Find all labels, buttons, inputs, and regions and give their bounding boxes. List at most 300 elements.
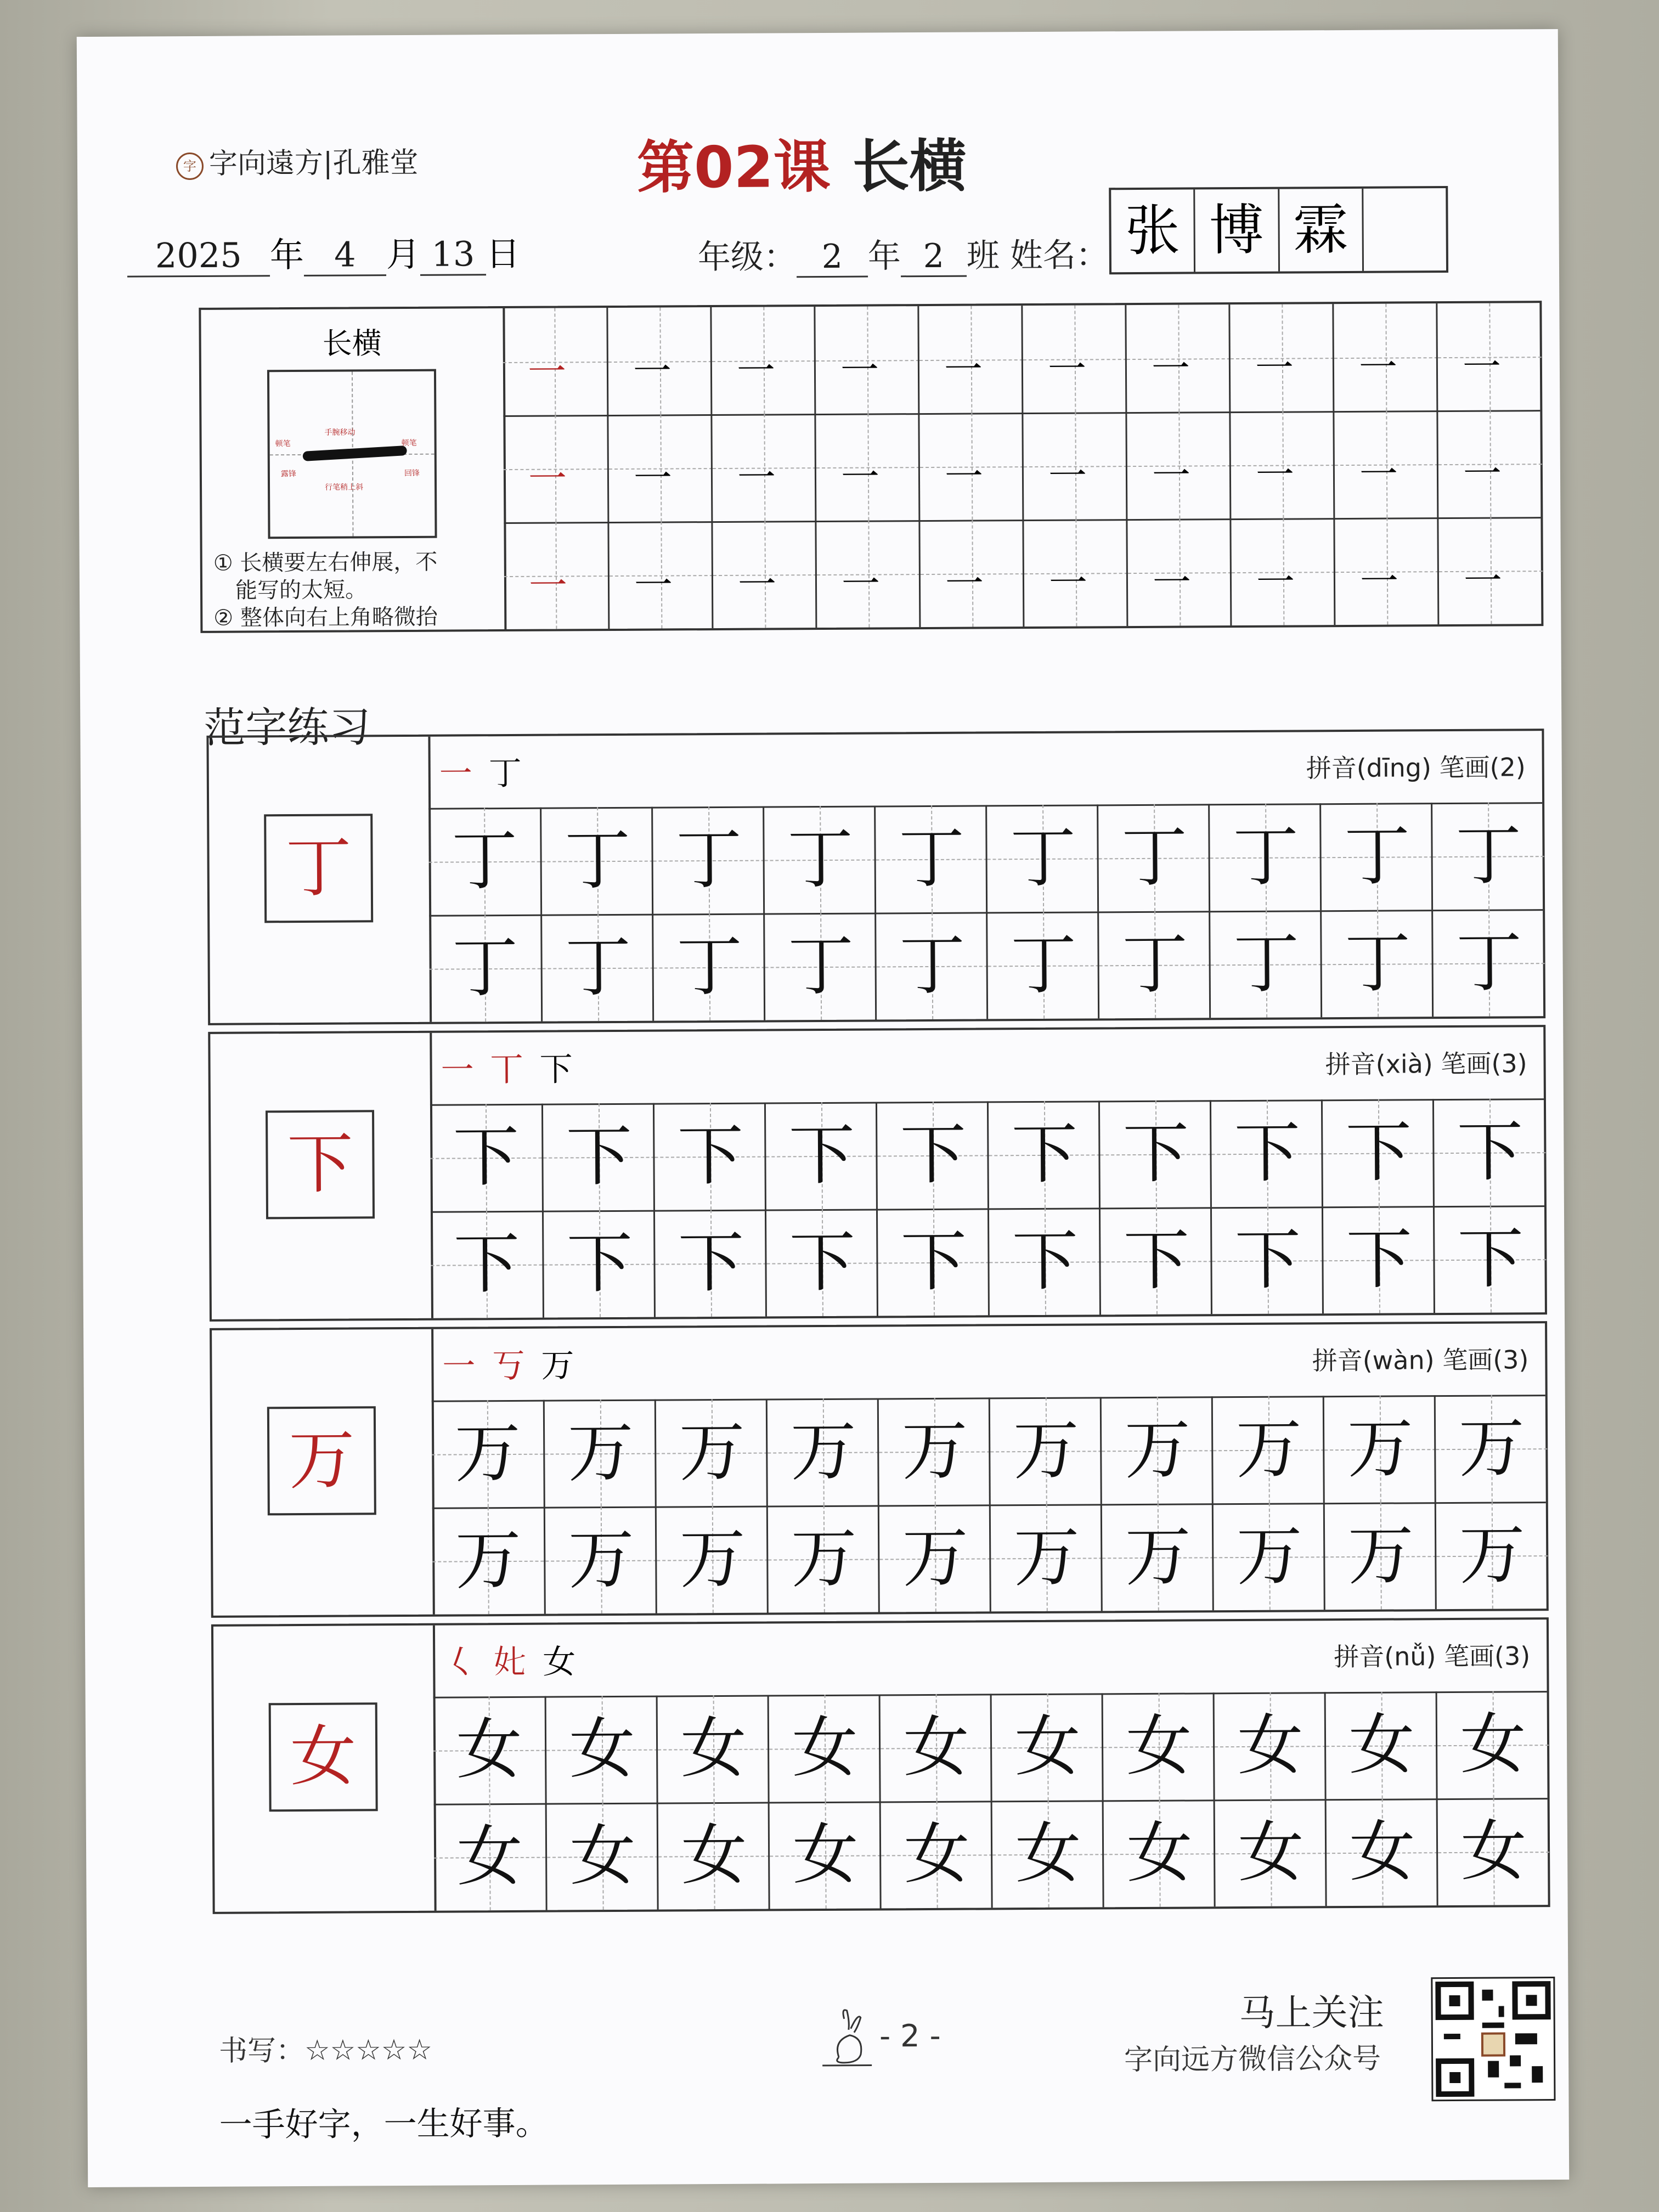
stroke-practice-cell bbox=[1332, 303, 1438, 411]
pinyin-strokes bbox=[1325, 1043, 1527, 1081]
practice-cell bbox=[988, 1207, 1101, 1315]
practice-stroke: 一 bbox=[1256, 559, 1295, 605]
practice-cell bbox=[1100, 1396, 1214, 1504]
practice-cell bbox=[1433, 1205, 1547, 1313]
stroke-count: 笔画(3) bbox=[1441, 1048, 1527, 1079]
handwritten-character: 女 bbox=[1014, 1708, 1081, 1786]
practice-cell bbox=[1097, 911, 1211, 1018]
handwritten-character: 丁 bbox=[451, 822, 518, 900]
handwritten-character: 女 bbox=[1460, 1706, 1526, 1783]
block-header bbox=[430, 1027, 1544, 1106]
stroke-practice-cell bbox=[814, 306, 919, 414]
handwritten-character: 女 bbox=[792, 1709, 858, 1787]
practice-stroke: 一 bbox=[528, 563, 568, 608]
practice-cell bbox=[1325, 1798, 1438, 1906]
handwritten-character: 万 bbox=[679, 1414, 746, 1491]
pinyin: 拼音(dīng) bbox=[1306, 753, 1432, 783]
handwritten-character: 丁 bbox=[675, 821, 742, 899]
practice-stroke: 一 bbox=[944, 454, 984, 499]
stroke-practice-cell bbox=[918, 413, 1024, 520]
practice-cell bbox=[765, 1209, 878, 1316]
logo-text: 字向遠方|孔雅堂 bbox=[208, 146, 419, 180]
handwritten-character: 下 bbox=[678, 1224, 744, 1302]
practice-cell bbox=[431, 1211, 543, 1318]
practice-cell bbox=[986, 911, 1099, 1019]
practice-stroke: 一 bbox=[1152, 560, 1192, 605]
pinyin: 拼音(xià) bbox=[1325, 1049, 1433, 1080]
practice-cell bbox=[1101, 1503, 1214, 1611]
handwritten-character: 下 bbox=[789, 1224, 856, 1301]
day-label: 日 bbox=[486, 233, 521, 274]
class-value: 2 bbox=[901, 237, 967, 278]
practice-stroke: 一 bbox=[1152, 453, 1191, 498]
writing-rating: 书写：☆☆☆☆☆ bbox=[218, 2033, 433, 2068]
practice-cell bbox=[1323, 1502, 1437, 1610]
name-char: 博 bbox=[1195, 189, 1279, 272]
handwritten-character: 女 bbox=[903, 1709, 969, 1786]
practice-cell bbox=[655, 1506, 769, 1613]
practice-cell bbox=[1432, 1098, 1546, 1206]
practice-stroke: 一 bbox=[1463, 558, 1503, 603]
model-character-cell bbox=[210, 1033, 433, 1319]
diagram-label: 顿笔 bbox=[401, 438, 417, 448]
handwritten-character: 万 bbox=[1459, 1517, 1526, 1594]
model-character-box bbox=[267, 1406, 376, 1515]
handwritten-character: 女 bbox=[1126, 1708, 1192, 1785]
practice-rows bbox=[433, 1691, 1548, 1911]
handwritten-character: 下 bbox=[1234, 1222, 1301, 1299]
handwritten-character: 万 bbox=[567, 1414, 634, 1492]
handwritten-character: 女 bbox=[681, 1817, 747, 1894]
stroke-order-step: 女 bbox=[543, 1643, 576, 1681]
handwritten-character: 丁 bbox=[565, 929, 631, 1006]
handwritten-character: 下 bbox=[1457, 1114, 1523, 1190]
stroke-practice-cell bbox=[1125, 304, 1231, 412]
stroke-practice-cell bbox=[814, 413, 920, 521]
practice-stroke: 一 bbox=[1048, 453, 1087, 499]
stroke-info bbox=[201, 308, 506, 631]
pinyin: 拼音(wàn) bbox=[1312, 1345, 1435, 1376]
practice-cell bbox=[1322, 1206, 1435, 1313]
practice-cell bbox=[990, 1693, 1104, 1801]
practice-cell bbox=[654, 1399, 768, 1506]
stroke-practice-cell bbox=[1228, 304, 1334, 411]
stroke-note: 能写的太短。 bbox=[235, 577, 368, 603]
model-character-box bbox=[264, 814, 373, 923]
handwritten-character: 女 bbox=[456, 1818, 523, 1895]
character-practice-block bbox=[210, 1321, 1549, 1618]
practice-cell bbox=[766, 1505, 880, 1612]
stroke-note: ① 长横要左右伸展，不 bbox=[213, 549, 438, 576]
stroke-practice-row bbox=[504, 517, 1541, 629]
practice-stroke: 一 bbox=[944, 347, 983, 392]
grade-line bbox=[698, 229, 1109, 278]
practice-cell bbox=[768, 1694, 881, 1802]
pinyin-strokes bbox=[1334, 1636, 1530, 1673]
practice-stroke: 一 bbox=[737, 562, 777, 607]
handwritten-character: 万 bbox=[1347, 1410, 1414, 1488]
stroke-practice-cell bbox=[1229, 411, 1335, 518]
practice-row bbox=[430, 1098, 1544, 1213]
handwritten-character: 女 bbox=[1015, 1815, 1081, 1893]
model-character-cell bbox=[213, 1626, 437, 1912]
motto: 一手好字，一生好事。 bbox=[219, 2104, 549, 2145]
handwritten-character: 丁 bbox=[1121, 819, 1188, 896]
practice-row bbox=[434, 1798, 1548, 1911]
practice-cell bbox=[878, 1504, 991, 1612]
practice-rows bbox=[432, 1395, 1547, 1615]
stroke-practice-cell bbox=[503, 415, 607, 522]
handwritten-character: 丁 bbox=[787, 928, 854, 1005]
practice-cell bbox=[1211, 1396, 1325, 1503]
handwritten-character: 女 bbox=[456, 1711, 522, 1788]
stroke-order-step: 丂 bbox=[492, 1346, 525, 1386]
wechat-label: 字向远方微信公众号 bbox=[1124, 2042, 1381, 2077]
practice-cell bbox=[1102, 1799, 1216, 1907]
stroke-practice-cell bbox=[1125, 411, 1231, 519]
practice-cell bbox=[428, 808, 540, 915]
model-character-cell bbox=[212, 1329, 435, 1616]
practice-cell bbox=[434, 1803, 546, 1911]
practice-cell bbox=[985, 804, 1099, 912]
practice-cell bbox=[763, 912, 877, 1020]
month-handwritten: 4 bbox=[304, 234, 386, 276]
practice-cell bbox=[876, 1208, 990, 1316]
handwritten-character: 下 bbox=[900, 1116, 967, 1194]
class-name-label: 班 姓名： bbox=[966, 236, 1109, 275]
publisher-logo bbox=[176, 139, 419, 182]
date-line bbox=[127, 227, 521, 278]
model-character-box bbox=[269, 1702, 378, 1812]
practice-cell bbox=[879, 1801, 993, 1908]
practice-cell bbox=[768, 1801, 882, 1909]
practice-stroke: 一 bbox=[841, 561, 881, 607]
practice-cell bbox=[1436, 1691, 1549, 1798]
practice-cell bbox=[1102, 1692, 1215, 1800]
stroke-practice-cell bbox=[1436, 410, 1542, 517]
stroke-practice-row bbox=[503, 303, 1540, 417]
practice-cell bbox=[1436, 1798, 1550, 1905]
block-header bbox=[431, 1323, 1545, 1402]
pinyin: 拼音(nǚ) bbox=[1334, 1641, 1436, 1672]
handwritten-character: 万 bbox=[1458, 1410, 1525, 1487]
name-char: 张 bbox=[1111, 189, 1195, 272]
practice-cell bbox=[657, 1802, 770, 1910]
handwritten-character: 万 bbox=[901, 1413, 968, 1490]
practice-cell bbox=[430, 1104, 542, 1211]
stroke-order-step: 丅 bbox=[490, 1050, 523, 1090]
stroke-practice-cell bbox=[710, 307, 816, 414]
practice-cell bbox=[651, 806, 765, 914]
practice-stroke: 一 bbox=[527, 349, 567, 394]
stroke-count: 笔画(2) bbox=[1439, 752, 1526, 783]
handwritten-character: 下 bbox=[453, 1226, 520, 1303]
practice-stroke: 一 bbox=[634, 562, 673, 608]
handwritten-character: 下 bbox=[1122, 1115, 1189, 1193]
model-character-cell bbox=[208, 737, 432, 1023]
practice-cell bbox=[1210, 1206, 1324, 1314]
practice-cell bbox=[1098, 1100, 1212, 1207]
stroke-note: ② 整体向右上角略微抬 bbox=[213, 604, 438, 631]
practice-cell bbox=[879, 1694, 992, 1801]
handwritten-character: 丁 bbox=[899, 927, 966, 1005]
model-character: 万 bbox=[288, 1422, 355, 1499]
handwritten-character: 下 bbox=[1011, 1116, 1078, 1193]
practice-cell bbox=[1208, 803, 1322, 911]
stroke-order bbox=[441, 1043, 589, 1091]
practice-cell bbox=[433, 1696, 545, 1804]
handwritten-character: 女 bbox=[569, 1711, 635, 1788]
practice-cell bbox=[1320, 910, 1434, 1017]
day-handwritten: 13 bbox=[420, 234, 486, 276]
handwritten-character: 万 bbox=[1347, 1517, 1414, 1595]
follow-label: 马上关注 bbox=[1239, 1991, 1384, 2035]
stroke-practice-grid bbox=[503, 303, 1541, 629]
stroke-order-step: 一 bbox=[442, 1347, 476, 1386]
handwritten-character: 下 bbox=[1123, 1222, 1190, 1300]
practice-cell bbox=[1431, 802, 1544, 910]
lesson-number: 第02课 bbox=[636, 133, 831, 201]
practice-cell bbox=[652, 913, 765, 1021]
handwritten-character: 下 bbox=[1012, 1223, 1079, 1300]
practice-cell bbox=[432, 1507, 544, 1615]
practice-cell bbox=[991, 1800, 1104, 1908]
practice-cell bbox=[1435, 1502, 1548, 1609]
model-character: 丁 bbox=[285, 830, 352, 907]
handwritten-character: 丁 bbox=[1010, 927, 1077, 1004]
practice-cell bbox=[874, 805, 988, 912]
practice-rows bbox=[428, 802, 1543, 1022]
handwritten-character: 万 bbox=[791, 1520, 857, 1598]
handwritten-character: 下 bbox=[1234, 1115, 1301, 1192]
stroke-order bbox=[442, 1339, 590, 1387]
handwritten-character: 丁 bbox=[1344, 818, 1410, 895]
practice-cell bbox=[542, 1210, 656, 1318]
diagram-label: 回锋 bbox=[404, 469, 420, 478]
long-horizontal-stroke bbox=[302, 445, 407, 461]
character-practice-block bbox=[206, 729, 1545, 1025]
month-label: 月 bbox=[386, 234, 421, 275]
practice-row bbox=[431, 1205, 1545, 1318]
model-character: 下 bbox=[287, 1126, 353, 1203]
practice-cell bbox=[989, 1397, 1102, 1504]
grade-value: 2 bbox=[797, 238, 868, 278]
stroke-practice-cell bbox=[1022, 519, 1128, 627]
stroke-order bbox=[444, 1635, 592, 1683]
stroke-practice-cell bbox=[710, 414, 816, 521]
handwritten-character: 万 bbox=[1013, 1519, 1080, 1596]
practice-cell bbox=[429, 915, 541, 1022]
handwritten-character: 下 bbox=[1345, 1114, 1412, 1192]
handwritten-character: 万 bbox=[455, 1522, 522, 1599]
stroke-order-step: 𡿨 bbox=[444, 1643, 477, 1682]
handwritten-character: 女 bbox=[1238, 1814, 1304, 1892]
lesson-name: 长横 bbox=[852, 132, 967, 200]
practice-cell bbox=[764, 1102, 878, 1209]
practice-cell bbox=[656, 1695, 770, 1803]
handwritten-character: 万 bbox=[902, 1520, 969, 1597]
handwritten-character: 丁 bbox=[1344, 925, 1411, 1002]
worksheet-page bbox=[77, 29, 1569, 2187]
practice-stroke: 一 bbox=[633, 455, 673, 501]
practice-stroke: 一 bbox=[945, 561, 984, 606]
practice-stroke: 一 bbox=[1463, 451, 1502, 496]
stroke-diagram bbox=[267, 369, 437, 539]
practice-stroke: 一 bbox=[737, 455, 776, 500]
practice-cell bbox=[545, 1696, 658, 1803]
stroke-practice-cell bbox=[917, 306, 1023, 413]
diagram-label: 行笔稍上斜 bbox=[325, 483, 364, 492]
handwritten-character: 下 bbox=[1346, 1221, 1413, 1299]
stroke-order bbox=[439, 747, 538, 795]
handwritten-character: 女 bbox=[1460, 1813, 1527, 1890]
handwritten-character: 丁 bbox=[1232, 819, 1299, 896]
section-title: 范字练习 bbox=[204, 702, 371, 752]
stroke-practice-cell bbox=[1333, 410, 1438, 518]
handwritten-character: 下 bbox=[1457, 1221, 1524, 1297]
practice-cell bbox=[989, 1504, 1103, 1611]
practice-stroke: 一 bbox=[1151, 346, 1190, 391]
handwritten-character: 万 bbox=[790, 1413, 857, 1491]
handwritten-character: 下 bbox=[566, 1118, 633, 1195]
diagram-label: 顿笔 bbox=[275, 439, 291, 449]
practice-stroke: 一 bbox=[1359, 558, 1399, 604]
practice-cell bbox=[540, 914, 654, 1022]
stroke-practice-cell bbox=[1333, 517, 1439, 625]
handwritten-character: 万 bbox=[679, 1521, 746, 1598]
practice-row bbox=[432, 1395, 1546, 1509]
diagram-label: 露锋 bbox=[280, 470, 296, 479]
handwritten-character: 女 bbox=[569, 1818, 636, 1895]
practice-stroke: 一 bbox=[633, 348, 672, 394]
stroke-practice-cell bbox=[1229, 518, 1335, 625]
practice-cell bbox=[1099, 1207, 1212, 1314]
practice-cell bbox=[874, 912, 988, 1019]
practice-stroke: 一 bbox=[1047, 346, 1087, 392]
handwritten-character: 丁 bbox=[787, 821, 854, 898]
handwritten-character: 下 bbox=[566, 1225, 633, 1302]
stroke-practice-cell bbox=[503, 308, 607, 415]
stroke-practice-cell bbox=[504, 522, 608, 629]
stroke-order-step: 𡚨 bbox=[493, 1643, 527, 1682]
stroke-practice-row bbox=[503, 410, 1541, 524]
practice-stroke: 一 bbox=[1359, 452, 1398, 497]
logo-seal-icon: 字 bbox=[176, 152, 204, 179]
stroke-title: 长横 bbox=[322, 326, 382, 361]
handwritten-character: 下 bbox=[788, 1117, 855, 1194]
stroke-order-step: 一 bbox=[441, 1051, 474, 1090]
practice-cell bbox=[1210, 1099, 1323, 1207]
practice-cell bbox=[540, 807, 653, 915]
handwritten-character: 万 bbox=[568, 1521, 635, 1599]
practice-cell bbox=[1431, 909, 1545, 1017]
stroke-practice-cell bbox=[1022, 412, 1127, 520]
stroke-practice-cell bbox=[1021, 305, 1127, 413]
handwritten-character: 丁 bbox=[898, 820, 965, 898]
practice-stroke: 一 bbox=[736, 348, 776, 393]
handwritten-character: 丁 bbox=[1009, 820, 1076, 897]
practice-cell bbox=[653, 1210, 767, 1317]
practice-cell bbox=[1209, 910, 1322, 1018]
handwritten-character: 万 bbox=[1125, 1519, 1192, 1596]
character-practice-block bbox=[208, 1025, 1547, 1322]
character-practice-block bbox=[211, 1617, 1550, 1914]
practice-cell bbox=[766, 1398, 879, 1505]
practice-cell bbox=[541, 1103, 655, 1211]
practice-stroke: 一 bbox=[528, 456, 567, 501]
handwritten-character: 女 bbox=[680, 1710, 747, 1787]
handwritten-character: 万 bbox=[1236, 1518, 1303, 1595]
year-handwritten: 2025 bbox=[127, 235, 270, 277]
practice-stroke: 一 bbox=[1255, 345, 1294, 391]
qr-code[interactable] bbox=[1431, 1977, 1555, 2101]
practice-row bbox=[432, 1502, 1547, 1615]
practice-cell bbox=[1323, 1395, 1436, 1503]
stroke-practice-cell bbox=[918, 520, 1024, 627]
practice-cell bbox=[544, 1506, 657, 1614]
qr-code-icon bbox=[1432, 1978, 1554, 2100]
lesson-title bbox=[637, 120, 967, 204]
stroke-count: 笔画(3) bbox=[1442, 1345, 1529, 1375]
year-label: 年 bbox=[269, 234, 304, 275]
block-header bbox=[433, 1620, 1547, 1699]
handwritten-character: 万 bbox=[454, 1415, 521, 1492]
handwritten-character: 女 bbox=[1348, 1707, 1415, 1784]
stroke-count: 笔画(3) bbox=[1443, 1641, 1531, 1672]
practice-cell bbox=[1097, 804, 1210, 911]
diagram-label: 手腕移动 bbox=[324, 428, 356, 437]
stroke-practice-cell bbox=[1436, 303, 1542, 410]
handwritten-character: 丁 bbox=[1455, 924, 1522, 1001]
practice-cell bbox=[1213, 1692, 1327, 1799]
name-char bbox=[1363, 188, 1446, 271]
block-header bbox=[428, 731, 1542, 810]
practice-stroke: 一 bbox=[1358, 345, 1398, 390]
handwritten-character: 丁 bbox=[1233, 926, 1300, 1003]
stroke-order-step: 万 bbox=[541, 1346, 574, 1385]
handwritten-character: 下 bbox=[677, 1118, 744, 1195]
stroke-practice-cell bbox=[711, 521, 817, 628]
handwritten-character: 万 bbox=[1013, 1412, 1080, 1489]
handwritten-character: 丁 bbox=[452, 929, 518, 1007]
practice-stroke: 一 bbox=[1048, 560, 1088, 606]
stroke-practice-cell bbox=[607, 521, 713, 629]
practice-cell bbox=[432, 1400, 544, 1508]
stroke-order-step: 丁 bbox=[488, 754, 522, 793]
handwritten-character: 丁 bbox=[1455, 817, 1522, 894]
practice-row bbox=[429, 909, 1543, 1022]
handwritten-character: 女 bbox=[792, 1816, 859, 1894]
stroke-practice-cell bbox=[815, 520, 921, 628]
practice-cell bbox=[653, 1103, 766, 1210]
practice-stroke: 一 bbox=[1255, 452, 1295, 498]
model-character: 女 bbox=[290, 1718, 357, 1796]
practice-cell bbox=[543, 1400, 657, 1507]
handwritten-character: 女 bbox=[904, 1816, 970, 1893]
practice-cell bbox=[1434, 1395, 1548, 1502]
stroke-practice-cell bbox=[607, 414, 713, 522]
handwritten-character: 女 bbox=[1126, 1815, 1193, 1892]
handwritten-character: 万 bbox=[1235, 1411, 1302, 1488]
practice-row bbox=[433, 1691, 1548, 1805]
handwritten-character: 丁 bbox=[676, 928, 743, 1006]
pinyin-strokes bbox=[1306, 747, 1526, 785]
stroke-practice-cell bbox=[606, 307, 712, 415]
handwritten-character: 丁 bbox=[564, 822, 631, 899]
practice-stroke: 一 bbox=[1462, 344, 1502, 390]
practice-cell bbox=[545, 1803, 659, 1910]
stroke-practice-box bbox=[199, 301, 1543, 633]
